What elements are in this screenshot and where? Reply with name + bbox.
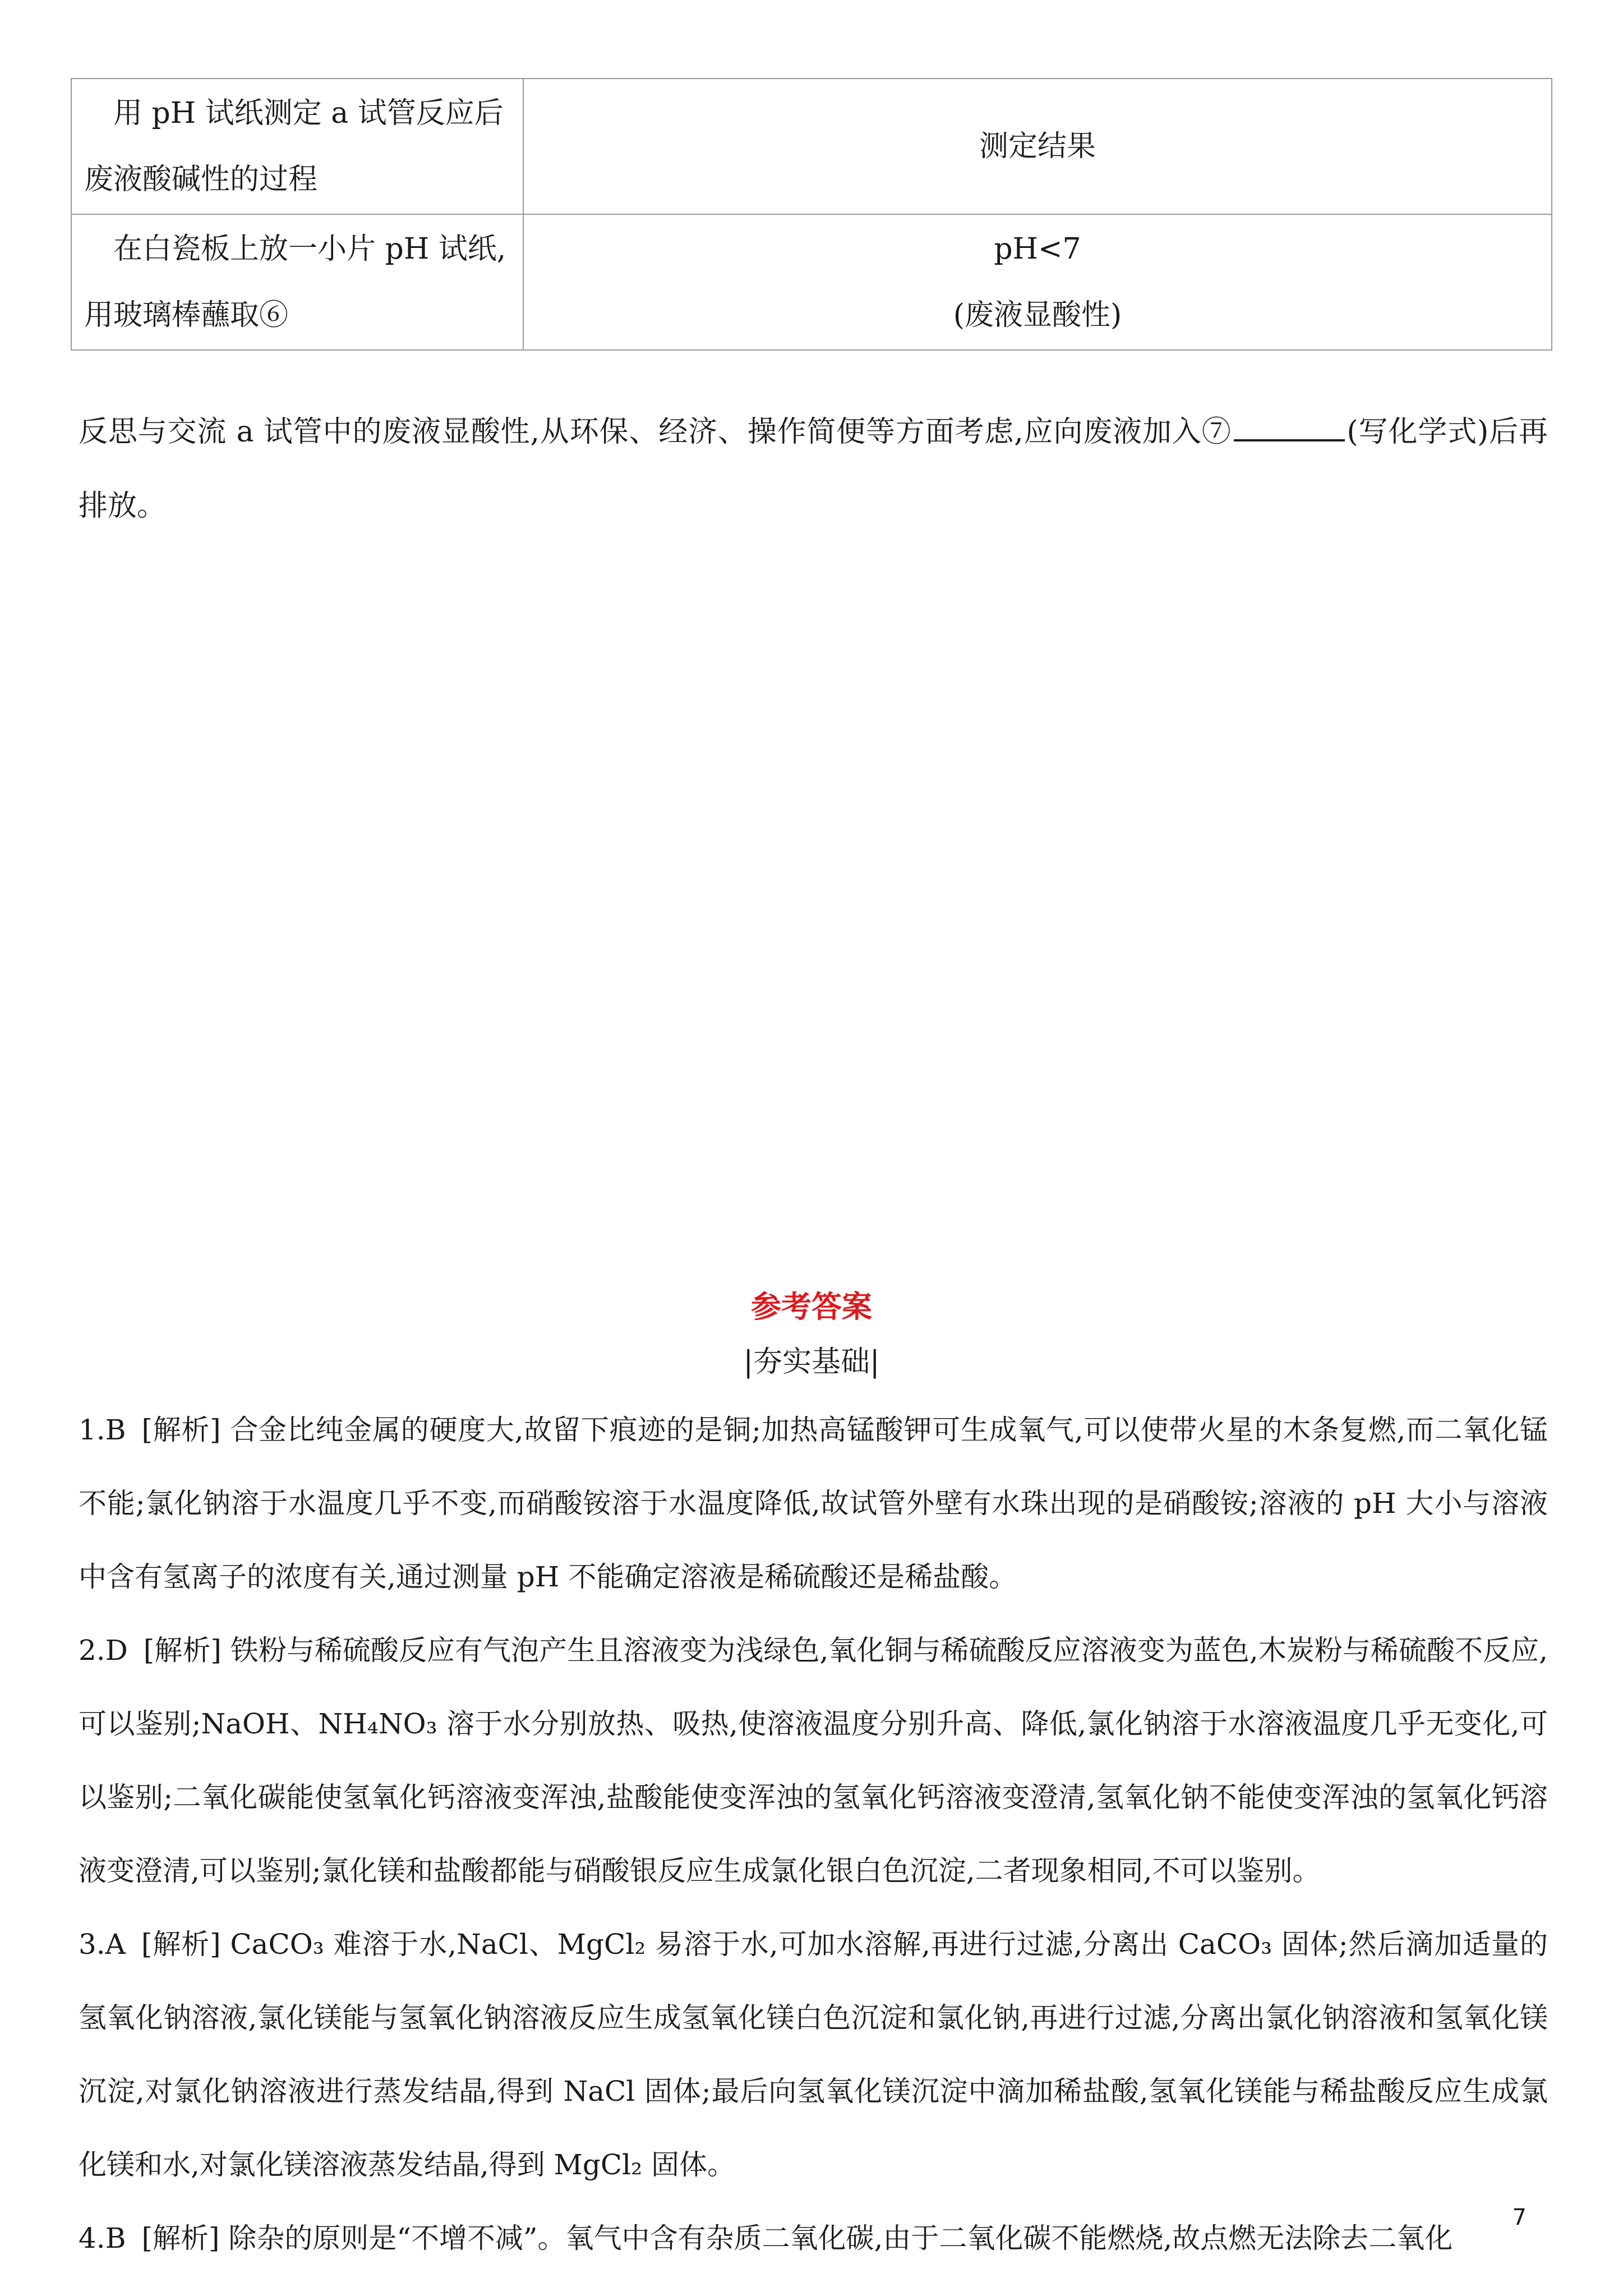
answer-tag: [解析] — [141, 1414, 221, 1446]
reflection-text-before: 反思与交流 a 试管中的废液显酸性,从环保、经济、操作简便等方面考虑,应向废液加入⑦ — [79, 415, 1232, 449]
answer-number: 1.B — [79, 1414, 126, 1446]
answer-text: CaCO₃ 难溶于水,NaCl、MgCl₂ 易溶于水,可加水溶解,再进行过滤,分离出 CaCO₃ 固体;然后滴加适量的氢氧化钠溶液,氯化镁能与氢氧化钠溶液反应生成氢氧化镁白色沉淀和氯化钠,再进行过滤,分离出氯化钠溶液和氢氧化镁沉淀,对氯化钠溶液进行蒸发结晶,得到 NaCl 固体;最后向氢氧化镁沉淀中滴加稀盐酸,氢氧化镁能与稀盐酸反应生成氯化镁和水,对氯化镁溶液蒸发结晶,得到 MgCl₂ 固体。 — [79, 1928, 1548, 2181]
answer-number: 2.D — [79, 1634, 128, 1667]
result-cell — [523, 214, 1552, 350]
answer-section-subtitle: |夯实基础| — [743, 1345, 880, 1379]
answer-item — [79, 1614, 1548, 1908]
answer-list — [79, 1393, 1548, 2275]
reflection-paragraph — [79, 395, 1548, 543]
page-number: 7 — [1512, 2205, 1527, 2230]
process-cell — [71, 214, 523, 350]
experiment-table — [71, 78, 1552, 351]
header-process-cell — [71, 79, 523, 214]
header-process-text: 用 pH 试纸测定 a 试管反应后废液酸碱性的过程 — [84, 96, 504, 196]
answer-text: 除杂的原则是“不增不减”。氧气中含有杂质二氧化碳,由于二氧化碳不能燃烧,故点燃无法除去二氧化 — [228, 2222, 1453, 2254]
process-text: 在白瓷板上放一小片 pH 试纸,用玻璃棒蘸取⑥ — [84, 232, 506, 332]
reflection-text-after: (写化学式)后再排放。 — [79, 415, 1548, 523]
answer-item — [79, 2202, 1548, 2275]
answer-section-title: 参考答案 — [751, 1289, 872, 1324]
answer-text: 合金比纯金属的硬度大,故留下痕迹的是铜;加热高锰酸钾可生成氧气,可以使带火星的木条复燃,而二氧化锰不能;氯化钠溶于水温度几乎不变,而硝酸铵溶于水温度降低,故试管外壁有水珠出现的是硝酸铵;溶液的 pH 大小与溶液中含有氢离子的浓度有关,通过测量 pH 不能确定溶液是稀硫酸还是稀盐酸。 — [79, 1414, 1548, 1593]
answer-item — [79, 1908, 1548, 2202]
answer-tag: [解析] — [141, 2222, 220, 2254]
table-row — [71, 214, 1552, 350]
header-result-text: 测定结果 — [979, 130, 1096, 163]
answer-text: 铁粉与稀硫酸反应有气泡产生且溶液变为浅绿色,氧化铜与稀硫酸反应溶液变为蓝色,木炭粉与稀硫酸不反应,可以鉴别;NaOH、NH₄NO₃ 溶于水分别放热、吸热,使溶液温度分别升高、降低,氯化钠溶于水溶液温度几乎无变化,可以鉴别;二氧化碳能使氢氧化钙溶液变浑浊,盐酸能使变浑浊的氢氧化钙溶液变澄清,氢氧化钠不能使变浑浊的氢氧化钙溶液变澄清,可以鉴别;氯化镁和盐酸都能与硝酸银反应生成氯化银白色沉淀,二者现象相同,不可以鉴别。 — [79, 1634, 1548, 1887]
answer-number: 4.B — [79, 2222, 126, 2254]
header-result-cell — [523, 79, 1552, 214]
table-header-row — [71, 79, 1552, 214]
answer-tag: [解析] — [141, 1928, 221, 1961]
result-note: (废液显酸性) — [953, 298, 1122, 332]
answer-number: 3.A — [79, 1928, 126, 1961]
result-ph: pH<7 — [994, 232, 1081, 266]
answer-tag: [解析] — [143, 1634, 222, 1667]
answer-item — [79, 1393, 1548, 1614]
blank-7 — [1234, 415, 1345, 441]
